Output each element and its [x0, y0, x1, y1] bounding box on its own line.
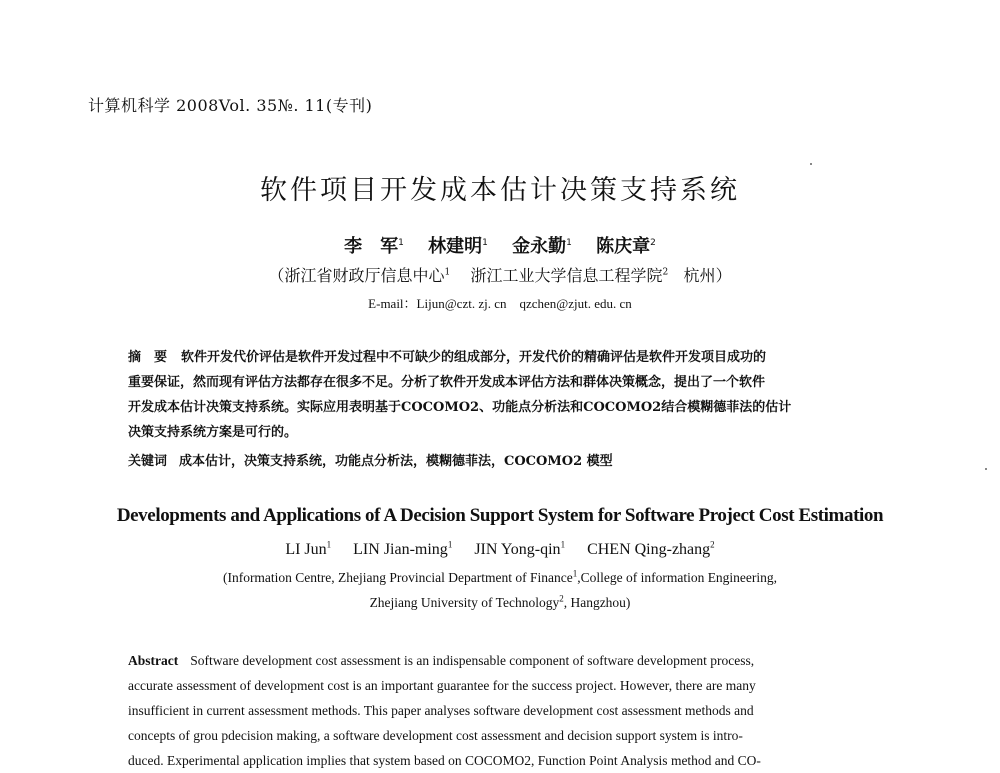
aff-en-mark2: 2 [559, 593, 564, 604]
aff-cn-org1: 浙江省财政厅信息中心 [284, 266, 445, 285]
abstract-en-text-1: Software development cost assessment is an indispensable component of software development process, [190, 653, 755, 668]
scan-speck [985, 468, 987, 470]
abstract-en-line-4: concepts of grou pdecision making, a software development cost assessment and decision support system is intro- [128, 728, 743, 743]
journal-header: 计算机科学 2008Vol. 35№. 11(专刊) [88, 96, 373, 115]
scan-speck [810, 163, 812, 165]
keywords-cn-text: 成本估计，决策支持系统，功能点分析法，模糊德菲法，COCOMO2 模型 [179, 454, 613, 469]
author-en-1 [285, 541, 331, 558]
affiliation-chinese [0, 263, 1000, 286]
author-en-3-name: JIN Yong-qin [474, 541, 561, 558]
aff-en-mark1: 1 [572, 568, 578, 579]
abstract-chinese [128, 345, 868, 445]
abstract-cn-line-1 [128, 345, 868, 370]
keywords-cn-label: 关键词 [128, 454, 168, 469]
author-cn-4-name: 陈庆章 [596, 236, 651, 257]
abstract-english [128, 648, 868, 773]
abstract-en-line-1 [128, 648, 868, 673]
abstract-cn-line-3: 开发成本估计决策支持系统。实际应用表明基于COCOMO2、功能点分析法和COCOMO2结合模糊德菲法的估计 [128, 400, 792, 415]
author-cn-3-name: 金永勤 [512, 236, 567, 257]
aff-cn-close: ） [715, 266, 732, 285]
abstract-en-label: Abstract [128, 653, 179, 668]
keywords-chinese [128, 450, 613, 469]
abstract-cn-label: 摘 要 [128, 350, 168, 365]
aff-en-l2a: Zhejiang University of Technology [369, 595, 560, 610]
aff-cn-city: 杭州 [683, 266, 716, 285]
aff-cn-mark1: 1 [444, 267, 451, 278]
aff-en-l2b: , Hangzhou) [563, 595, 631, 610]
abstract-en-line-5: duced. Experimental application implies that system based on COCOMO2, Function Point Analysis method and CO- [128, 753, 761, 768]
aff-en-l1b: ,College of information Engineering, [577, 570, 778, 585]
author-cn-4-mark: 2 [650, 238, 656, 248]
title-chinese: 软件项目开发成本估计决策支持系统 [260, 175, 740, 206]
author-en-1-name: LI Jun [285, 541, 327, 558]
author-cn-4 [596, 236, 656, 257]
title-english: Developments and Applications of A Decision Support System for Software Project Cost Estimation [116, 505, 884, 526]
author-cn-1-name: 李 军 [344, 236, 399, 257]
author-en-3-mark: 1 [560, 539, 566, 550]
authors-chinese [0, 232, 1000, 258]
abstract-cn-text-1: 软件开发代价评估是软件开发过程中不可缺少的组成部分，开发代价的精确评估是软件开发项目成功的 [181, 350, 767, 365]
author-en-2-name: LIN Jian-ming [353, 541, 448, 558]
aff-cn-open: （ [268, 266, 285, 285]
author-cn-3-mark: 1 [566, 238, 572, 248]
abstract-en-line-2: accurate assessment of development cost is an important guarantee for the success project. However, there are many [128, 678, 756, 693]
author-cn-3 [512, 236, 572, 257]
author-en-1-mark: 1 [326, 539, 332, 550]
affiliation-english-line-2 [0, 595, 1000, 611]
author-en-4-mark: 2 [710, 539, 715, 550]
aff-en-l1a: (Information Centre, Zhejiang Provincial Department of Finance [222, 570, 573, 585]
email-line: E-mail：Lijun@czt. zj. cn qzchen@zjut. edu. cn [368, 296, 632, 311]
author-cn-2-mark: 1 [482, 238, 488, 248]
author-cn-2-name: 林建明 [428, 236, 483, 257]
abstract-en-line-3: insufficient in current assessment methods. This paper analyses software development cost assessment methods and [128, 703, 754, 718]
authors-english [0, 541, 1000, 559]
abstract-cn-line-2: 重要保证，然而现有评估方法都存在很多不足。分析了软件开发成本评估方法和群体决策概念，提出了一个软件 [128, 375, 766, 390]
author-en-4-name: CHEN Qing-zhang [587, 541, 711, 558]
author-en-4 [587, 541, 715, 558]
author-en-3 [474, 541, 565, 558]
author-cn-2 [428, 236, 488, 257]
author-en-2-mark: 1 [447, 539, 453, 550]
abstract-cn-line-4: 决策支持系统方案是可行的。 [128, 425, 298, 440]
aff-cn-mark2: 2 [662, 267, 669, 278]
author-cn-1-mark: 1 [398, 238, 404, 248]
author-en-2 [353, 541, 452, 558]
author-cn-1 [344, 236, 404, 257]
aff-cn-org2: 浙江工业大学信息工程学院 [470, 266, 663, 285]
affiliation-english-line-1 [0, 570, 1000, 586]
